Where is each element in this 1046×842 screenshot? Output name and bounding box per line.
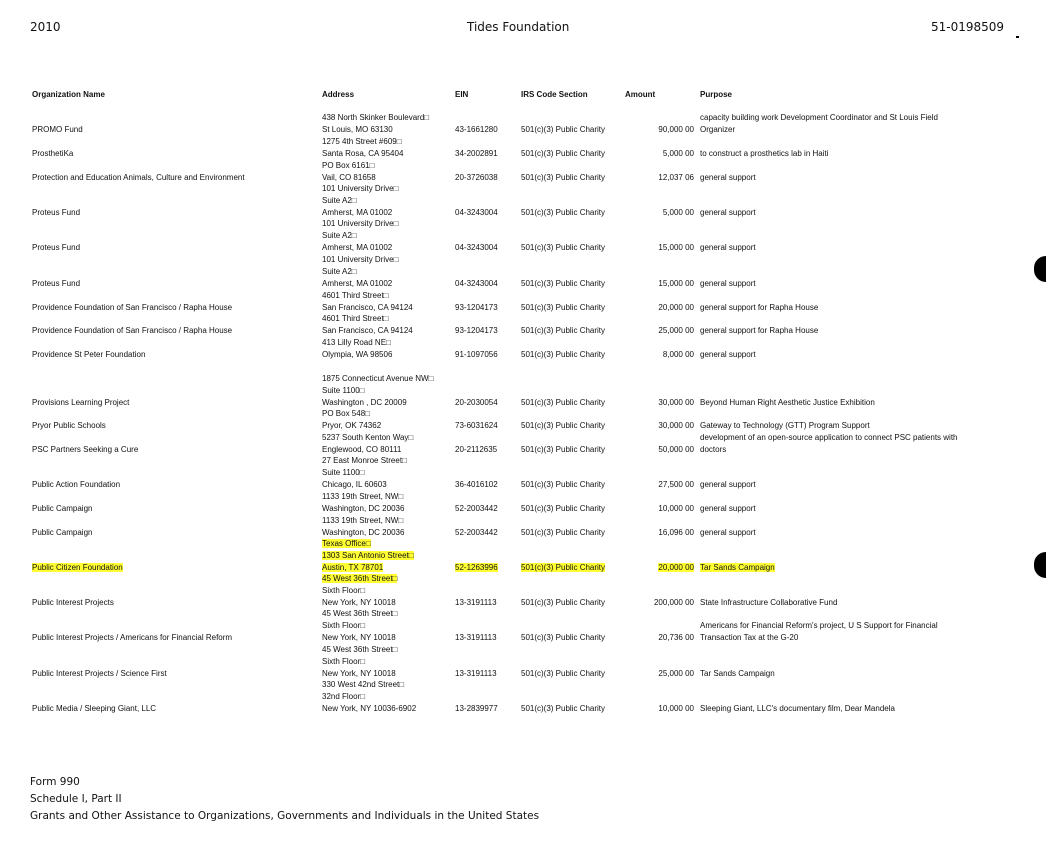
ein-cell: 13-2839977	[455, 704, 498, 713]
address-line: 5237 South Kenton Way□	[322, 433, 414, 443]
address-line: Vail, CO 81658	[322, 173, 376, 182]
purpose-line: general support for Rapha House	[700, 326, 819, 335]
purpose-line: doctors	[700, 445, 727, 454]
irs-code-cell: 501(c)(3) Public Charity	[521, 445, 606, 454]
address-line: Suite 1100□	[322, 468, 365, 478]
irs-code-cell: 501(c)(3) Public Charity	[521, 208, 606, 217]
address-line: San Francisco, CA 94124	[322, 303, 413, 312]
irs-code-cell: 501(c)(3) Public Charity	[521, 704, 606, 713]
irs-code-cell: 501(c)(3) Public Charity	[521, 598, 606, 607]
address-line: New York, NY 10018	[322, 598, 396, 607]
address-line: 4601 Third Street□	[322, 314, 389, 324]
ein-cell: 73-6031624	[455, 421, 498, 430]
address-line: Austin, TX 78701	[322, 563, 384, 572]
address-line: Suite 1100□	[322, 386, 365, 396]
irs-code-cell: 501(c)(3) Public Charity	[521, 243, 606, 252]
address-line: 45 West 36th Street□	[322, 645, 398, 655]
address-line: 101 University Drive□	[322, 184, 399, 194]
scan-blob-bottom	[1034, 552, 1046, 578]
column-header-address: Address	[322, 90, 355, 99]
organization-name: Pryor Public Schools	[32, 421, 106, 430]
organization-name: Public Interest Projects	[32, 598, 114, 607]
address-line: 330 West 42nd Street□	[322, 680, 405, 690]
header-organization: Tides Foundation	[467, 20, 570, 34]
amount-cell: 30,000 00	[658, 398, 694, 407]
column-header-name: Organization Name	[32, 90, 105, 99]
amount-cell: 5,000 00	[662, 208, 694, 217]
purpose-line: Sleeping Giant, LLC's documentary film, Dear Mandela	[700, 704, 895, 713]
address-line: Sixth Floor□	[322, 621, 366, 631]
ein-cell: 36-4016102	[455, 480, 498, 489]
amount-cell: 30,000 00	[658, 421, 694, 430]
ein-cell: 52-1263996	[455, 563, 498, 572]
address-line: Texas Office□	[322, 539, 371, 549]
amount-cell: 25,000 00	[658, 669, 694, 678]
organization-name: Public Interest Projects / Science First	[32, 669, 167, 678]
purpose-line: general support	[700, 208, 756, 217]
address-line: New York, NY 10018	[322, 633, 396, 642]
address-line: Sixth Floor□	[322, 586, 366, 596]
address-line: New York, NY 10018	[322, 669, 396, 678]
address-line: Santa Rosa, CA 95404	[322, 149, 404, 158]
address-line: 32nd Floor□	[322, 692, 366, 702]
organization-name: Providence Foundation of San Francisco / Rapha House	[32, 303, 233, 312]
amount-cell: 5,000 00	[662, 149, 694, 158]
irs-code-cell: 501(c)(3) Public Charity	[521, 480, 606, 489]
irs-code-cell: 501(c)(3) Public Charity	[521, 326, 606, 335]
organization-name: Proteus Fund	[32, 243, 81, 252]
irs-code-cell: 501(c)(3) Public Charity	[521, 528, 606, 537]
organization-name: Public Campaign	[32, 504, 93, 513]
ein-cell: 04-3243004	[455, 208, 498, 217]
address-line: New York, NY 10036-6902	[322, 704, 417, 713]
ein-cell: 93-1204173	[455, 303, 498, 312]
purpose-line: development of an open-source application to connect PSC patients with	[700, 433, 958, 443]
address-line: Sixth Floor□	[322, 657, 366, 667]
purpose-line: State Infrastructure Collaborative Fund	[700, 598, 838, 607]
irs-code-cell: 501(c)(3) Public Charity	[521, 398, 606, 407]
ein-cell: 04-3243004	[455, 243, 498, 252]
irs-code-cell: 501(c)(3) Public Charity	[521, 149, 606, 158]
address-line: Washington , DC 20009	[322, 398, 407, 407]
irs-code-cell: 501(c)(3) Public Charity	[521, 563, 606, 572]
header-year: 2010	[30, 20, 61, 34]
ein-cell: 43-1661280	[455, 125, 498, 134]
amount-cell: 10,000 00	[658, 504, 694, 513]
address-line: Amherst, MA 01002	[322, 243, 393, 252]
address-line: Suite A2□	[322, 267, 357, 277]
address-line: St Louis, MO 63130	[322, 125, 393, 134]
ein-cell: 20-2112635	[455, 445, 498, 454]
ein-cell: 52-2003442	[455, 504, 498, 513]
irs-code-cell: 501(c)(3) Public Charity	[521, 421, 606, 430]
address-line: PO Box 548□	[322, 409, 370, 419]
irs-code-cell: 501(c)(3) Public Charity	[521, 125, 606, 134]
address-line: PO Box 6161□	[322, 161, 375, 171]
ein-cell: 34-2002891	[455, 149, 498, 158]
address-line: 45 West 36th Street□	[322, 574, 398, 584]
amount-cell: 25,000 00	[658, 326, 694, 335]
address-line: Washington, DC 20036	[322, 504, 405, 513]
ein-cell: 04-3243004	[455, 279, 498, 288]
address-line: 45 West 36th Street□	[322, 609, 398, 619]
ein-cell: 20-3726038	[455, 173, 498, 182]
amount-cell: 50,000 00	[658, 445, 694, 454]
purpose-line: Organizer	[700, 125, 736, 134]
purpose-line: Transaction Tax at the G-20	[700, 633, 799, 642]
organization-name: Public Media / Sleeping Giant, LLC	[32, 704, 157, 713]
header-ein: 51-0198509	[931, 20, 1005, 34]
scan-blob-top	[1034, 256, 1046, 282]
amount-cell: 10,000 00	[658, 704, 694, 713]
address-line: Chicago, IL 60603	[322, 480, 387, 489]
footer-description: Grants and Other Assistance to Organizations, Governments and Individuals in the United States	[30, 810, 540, 822]
ein-cell: 93-1204173	[455, 326, 498, 335]
amount-cell: 20,736 00	[658, 633, 694, 642]
amount-cell: 16,096 00	[658, 528, 694, 537]
column-header-amount: Amount	[625, 90, 656, 99]
address-line: 1275 4th Street #609□	[322, 137, 402, 147]
address-line: San Francisco, CA 94124	[322, 326, 413, 335]
purpose-line: general support	[700, 480, 756, 489]
purpose-line: general support	[700, 504, 756, 513]
column-header-purpose: Purpose	[700, 90, 733, 99]
amount-cell: 12,037 06	[658, 173, 694, 182]
amount-cell: 20,000 00	[658, 563, 694, 572]
amount-cell: 90,000 00	[658, 125, 694, 134]
irs-code-cell: 501(c)(3) Public Charity	[521, 279, 606, 288]
organization-name: Protection and Education Animals, Culture and Environment	[32, 173, 245, 182]
address-line: Olympia, WA 98506	[322, 350, 393, 359]
address-line: Suite A2□	[322, 231, 357, 241]
address-line: 413 Lilly Road NE□	[322, 338, 391, 348]
purpose-line: Beyond Human Right Aesthetic Justice Exhibition	[700, 398, 875, 407]
address-line: 1133 19th Street, NW□	[322, 516, 404, 526]
irs-code-cell: 501(c)(3) Public Charity	[521, 504, 606, 513]
purpose-line: general support	[700, 173, 756, 182]
purpose-line: Gateway to Technology (GTT) Program Support	[700, 421, 870, 430]
irs-code-cell: 501(c)(3) Public Charity	[521, 633, 606, 642]
organization-name: Providence St Peter Foundation	[32, 350, 146, 359]
address-line: 4601 Third Street□	[322, 291, 389, 301]
purpose-line: general support	[700, 279, 756, 288]
address-line: 27 East Monroe Street□	[322, 456, 407, 466]
ein-cell: 13-3191113	[455, 633, 497, 642]
purpose-line: general support	[700, 350, 756, 359]
organization-name: Proteus Fund	[32, 208, 81, 217]
address-line: Englewood, CO 80111	[322, 445, 402, 454]
ein-cell: 13-3191113	[455, 669, 497, 678]
amount-cell: 15,000 00	[658, 243, 694, 252]
address-line: Suite A2□	[322, 196, 357, 206]
amount-cell: 15,000 00	[658, 279, 694, 288]
address-line: 1133 19th Street, NW□	[322, 492, 404, 502]
address-line: 438 North Skinker Boulevard□	[322, 113, 430, 123]
irs-code-cell: 501(c)(3) Public Charity	[521, 173, 606, 182]
address-line: Amherst, MA 01002	[322, 279, 393, 288]
ein-cell: 20-2030054	[455, 398, 498, 407]
address-line: Amherst, MA 01002	[322, 208, 393, 217]
purpose-line: capacity building work Development Coordinator and St Louis Field	[700, 113, 938, 123]
organization-name: PROMO Fund	[32, 125, 83, 134]
address-line: 1303 San Antonio Street□	[322, 551, 414, 561]
column-header-ein: EIN	[455, 90, 469, 99]
purpose-line: Americans for Financial Reform's project, U S Support for Financial	[700, 621, 938, 631]
address-line: Washington, DC 20036	[322, 528, 405, 537]
ein-cell: 52-2003442	[455, 528, 498, 537]
address-line: Pryor, OK 74362	[322, 421, 382, 430]
irs-code-cell: 501(c)(3) Public Charity	[521, 350, 606, 359]
amount-cell: 200,000 00	[653, 598, 694, 607]
footer-schedule: Schedule I, Part II	[30, 793, 122, 805]
amount-cell: 8,000 00	[662, 350, 694, 359]
organization-name: Provisions Learning Project	[32, 398, 130, 407]
footer-form: Form 990	[30, 776, 80, 788]
irs-code-cell: 501(c)(3) Public Charity	[521, 303, 606, 312]
organization-name: Providence Foundation of San Francisco / Rapha House	[32, 326, 233, 335]
organization-name: ProsthetiKa	[32, 149, 74, 158]
organization-name: Proteus Fund	[32, 279, 81, 288]
ein-cell: 91-1097056	[455, 350, 498, 359]
amount-cell: 27,500 00	[658, 480, 694, 489]
address-line: 1875 Connecticut Avenue NW□	[322, 374, 434, 384]
irs-code-cell: 501(c)(3) Public Charity	[521, 669, 606, 678]
organization-name: Public Action Foundation	[32, 480, 121, 489]
organization-name: Public Campaign	[32, 528, 93, 537]
column-header-irs: IRS Code Section	[521, 90, 588, 99]
address-line: 101 University Drive□	[322, 255, 399, 265]
organization-name: Public Interest Projects / Americans for Financial Reform	[32, 633, 233, 642]
organization-name: PSC Partners Seeking a Cure	[32, 445, 139, 454]
purpose-line: general support	[700, 528, 756, 537]
purpose-line: Tar Sands Campaign	[700, 563, 775, 572]
organization-name: Public Citizen Foundation	[32, 563, 123, 572]
amount-cell: 20,000 00	[658, 303, 694, 312]
purpose-line: general support	[700, 243, 756, 252]
address-line: 101 University Drive□	[322, 219, 399, 229]
purpose-line: to construct a prosthetics lab in Haiti	[700, 149, 829, 158]
purpose-line: Tar Sands Campaign	[700, 669, 775, 678]
ein-cell: 13-3191113	[455, 598, 497, 607]
scan-mark	[1016, 36, 1019, 38]
purpose-line: general support for Rapha House	[700, 303, 819, 312]
